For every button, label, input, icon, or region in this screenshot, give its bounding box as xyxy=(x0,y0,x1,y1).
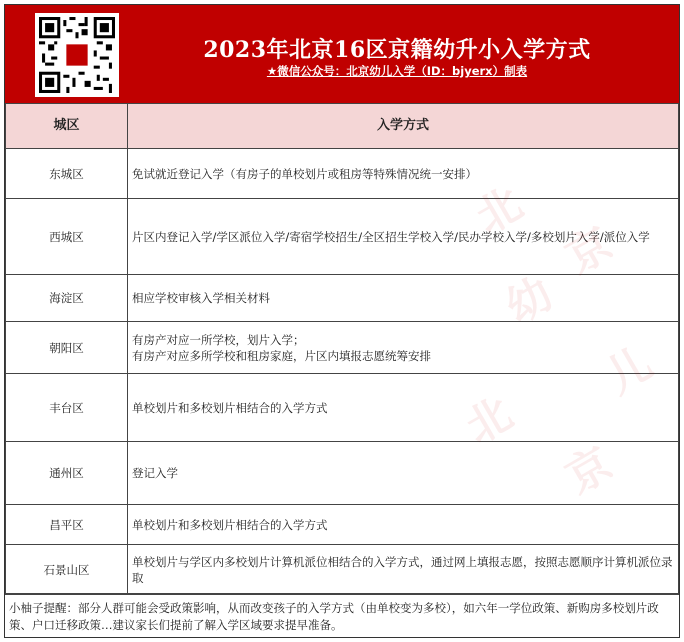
method-cell: 单校划片和多校划片相结合的入学方式 xyxy=(128,505,679,545)
table-row xyxy=(6,505,679,545)
district-cell: 丰台区 xyxy=(6,374,128,442)
district-cell: 东城区 xyxy=(6,149,128,199)
method-cell: 单校划片和多校划片相结合的入学方式 xyxy=(128,374,679,442)
column-header-district: 城区 xyxy=(6,104,128,149)
table-row xyxy=(6,275,679,322)
policy-sheet xyxy=(4,4,680,638)
watermark: 北 京 幼 儿 北 京 xyxy=(457,177,662,504)
page-subtitle: ★微信公众号：北京幼儿入学（ID：bjyerx）制表 xyxy=(266,64,528,78)
qr-code-image xyxy=(39,17,115,93)
method-cell: 登记入学 xyxy=(128,442,679,505)
district-cell: 海淀区 xyxy=(6,275,128,322)
page-title: 2023年北京16区京籍幼升小入学方式 xyxy=(203,37,591,63)
method-cell xyxy=(128,322,679,374)
column-header-method: 入学方式 xyxy=(128,104,679,149)
method-cell: 相应学校审核入学相关材料 xyxy=(128,275,679,322)
method-cell: 片区内登记入学/学区派位入学/寄宿学校招生/全区招生学校入学/民办学校入学/多校划片入学/派位入学 xyxy=(128,199,679,275)
table-row xyxy=(6,374,679,442)
district-cell: 石景山区 xyxy=(6,545,128,595)
table-row xyxy=(6,149,679,199)
district-cell: 昌平区 xyxy=(6,505,128,545)
method-line: 有房产对应一所学校，划片入学； xyxy=(132,332,305,347)
district-cell: 通州区 xyxy=(6,442,128,505)
table-row xyxy=(6,545,679,595)
table-row xyxy=(6,322,679,374)
table-header-row xyxy=(6,104,679,149)
method-cell: 单校划片与学区内多校划片计算机派位相结合的入学方式，通过网上填报志愿，按照志愿顺序计算机派位录取 xyxy=(128,545,679,595)
district-cell: 西城区 xyxy=(6,199,128,275)
header-banner xyxy=(5,5,679,103)
table-row xyxy=(6,442,679,505)
method-line: 有房产对应多所学校和租房家庭，片区内填报志愿统筹安排 xyxy=(132,348,431,363)
qr-code xyxy=(35,13,119,97)
reminder-note: 小柚子提醒：部分人群可能会受政策影响，从而改变孩子的入学方式（由单校变为多校），如六年一学位政策、新购房多校划片政策、户口迁移政策…建议家长们提前了解入学区域要求提早准备。 xyxy=(5,593,679,639)
admission-table xyxy=(5,103,679,595)
method-cell: 免试就近登记入学（有房子的单校划片或租房等特殊情况统一安排） xyxy=(128,149,679,199)
table-row xyxy=(6,199,679,275)
district-cell: 朝阳区 xyxy=(6,322,128,374)
